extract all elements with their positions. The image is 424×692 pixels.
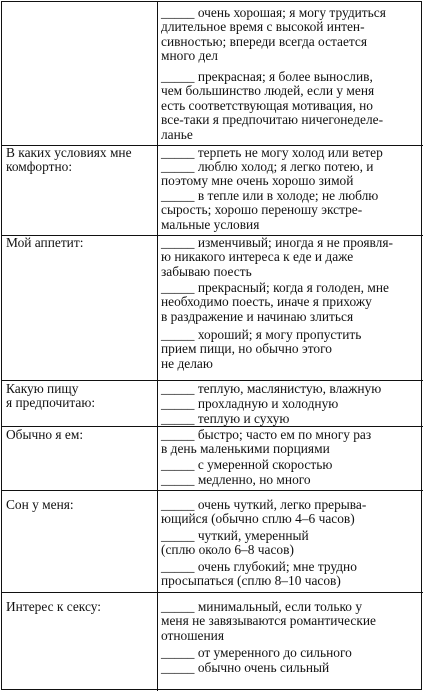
question-appetite: Мой аппетит: <box>6 235 84 250</box>
question-sleep: Сон у меня: <box>6 497 74 512</box>
option-eating-1: _____ быстро; часто ем по многу раз в день маленькими порциями <box>161 427 372 457</box>
option-sleep-3: _____ очень глубокий; мне трудно просыпаться (сплю 8–10 часов) <box>161 559 357 589</box>
questionnaire-table <box>1 1 422 690</box>
option-energy-2: _____ прекрасная; я более вынослив, чем большинство людей, если у меня есть соответствующая мотивация, но все-таки я предпочитаю ничегонеделе- ланье <box>161 69 384 142</box>
option-food-3: _____ теплую и сухую <box>161 411 290 426</box>
question-comfort: В каких условиях мне комфортно: <box>6 145 132 175</box>
option-sex-2: _____ от умеренного до сильного <box>161 645 352 660</box>
option-comfort-3: _____ в тепле или в холоде; не люблю сырость; хорошо переношу экстре- мальные условия <box>161 188 379 232</box>
option-sex-1: _____ минимальный, если только у меня не завязываются романтические отношения <box>161 599 376 643</box>
option-eating-2: _____ с умеренной скоростью <box>161 457 333 472</box>
question-food: Какую пищу я предпочитаю: <box>6 381 96 411</box>
option-sex-3: _____ обычно очень сильный <box>161 660 330 675</box>
option-sleep-2: _____ чуткий, умеренный (сплю около 6–8 часов) <box>161 528 309 558</box>
option-eating-3: _____ медленно, но много <box>161 472 311 487</box>
option-comfort-2: _____ люблю холод; я легко потею, и поэтому мне очень хорошо зимой <box>161 159 374 189</box>
option-appetite-2: _____ прекрасный; когда я голоден, мне необходимо поесть, иначе я прихожу в раздражение и начинаю злиться <box>161 280 389 324</box>
row-divider <box>2 490 423 491</box>
option-food-1: _____ теплую, маслянистую, влажную <box>161 381 382 396</box>
option-food-2: _____ прохладную и холодную <box>161 396 339 411</box>
option-energy-1: _____ очень хорошая; я могу трудиться длительное время с высокой интен- сивностью; впереди всегда остается много дел <box>161 5 386 64</box>
option-appetite-3: _____ хороший; я могу пропустить прием пищи, но обычно этого не делаю <box>161 327 362 371</box>
option-comfort-1: _____ терпеть не могу холод или ветер <box>161 145 383 160</box>
option-sleep-1: _____ очень чуткий, легко прерыва- ющийся (обычно сплю 4–6 часов) <box>161 497 367 527</box>
option-appetite-1: _____ изменчивый; иногда я не проявля- ю никакого интереса к еде и даже забываю поесть <box>161 235 393 279</box>
column-divider <box>157 2 158 691</box>
question-eating: Обычно я ем: <box>6 427 84 442</box>
question-sex: Интерес к сексу: <box>6 599 101 614</box>
row-divider <box>2 592 423 593</box>
